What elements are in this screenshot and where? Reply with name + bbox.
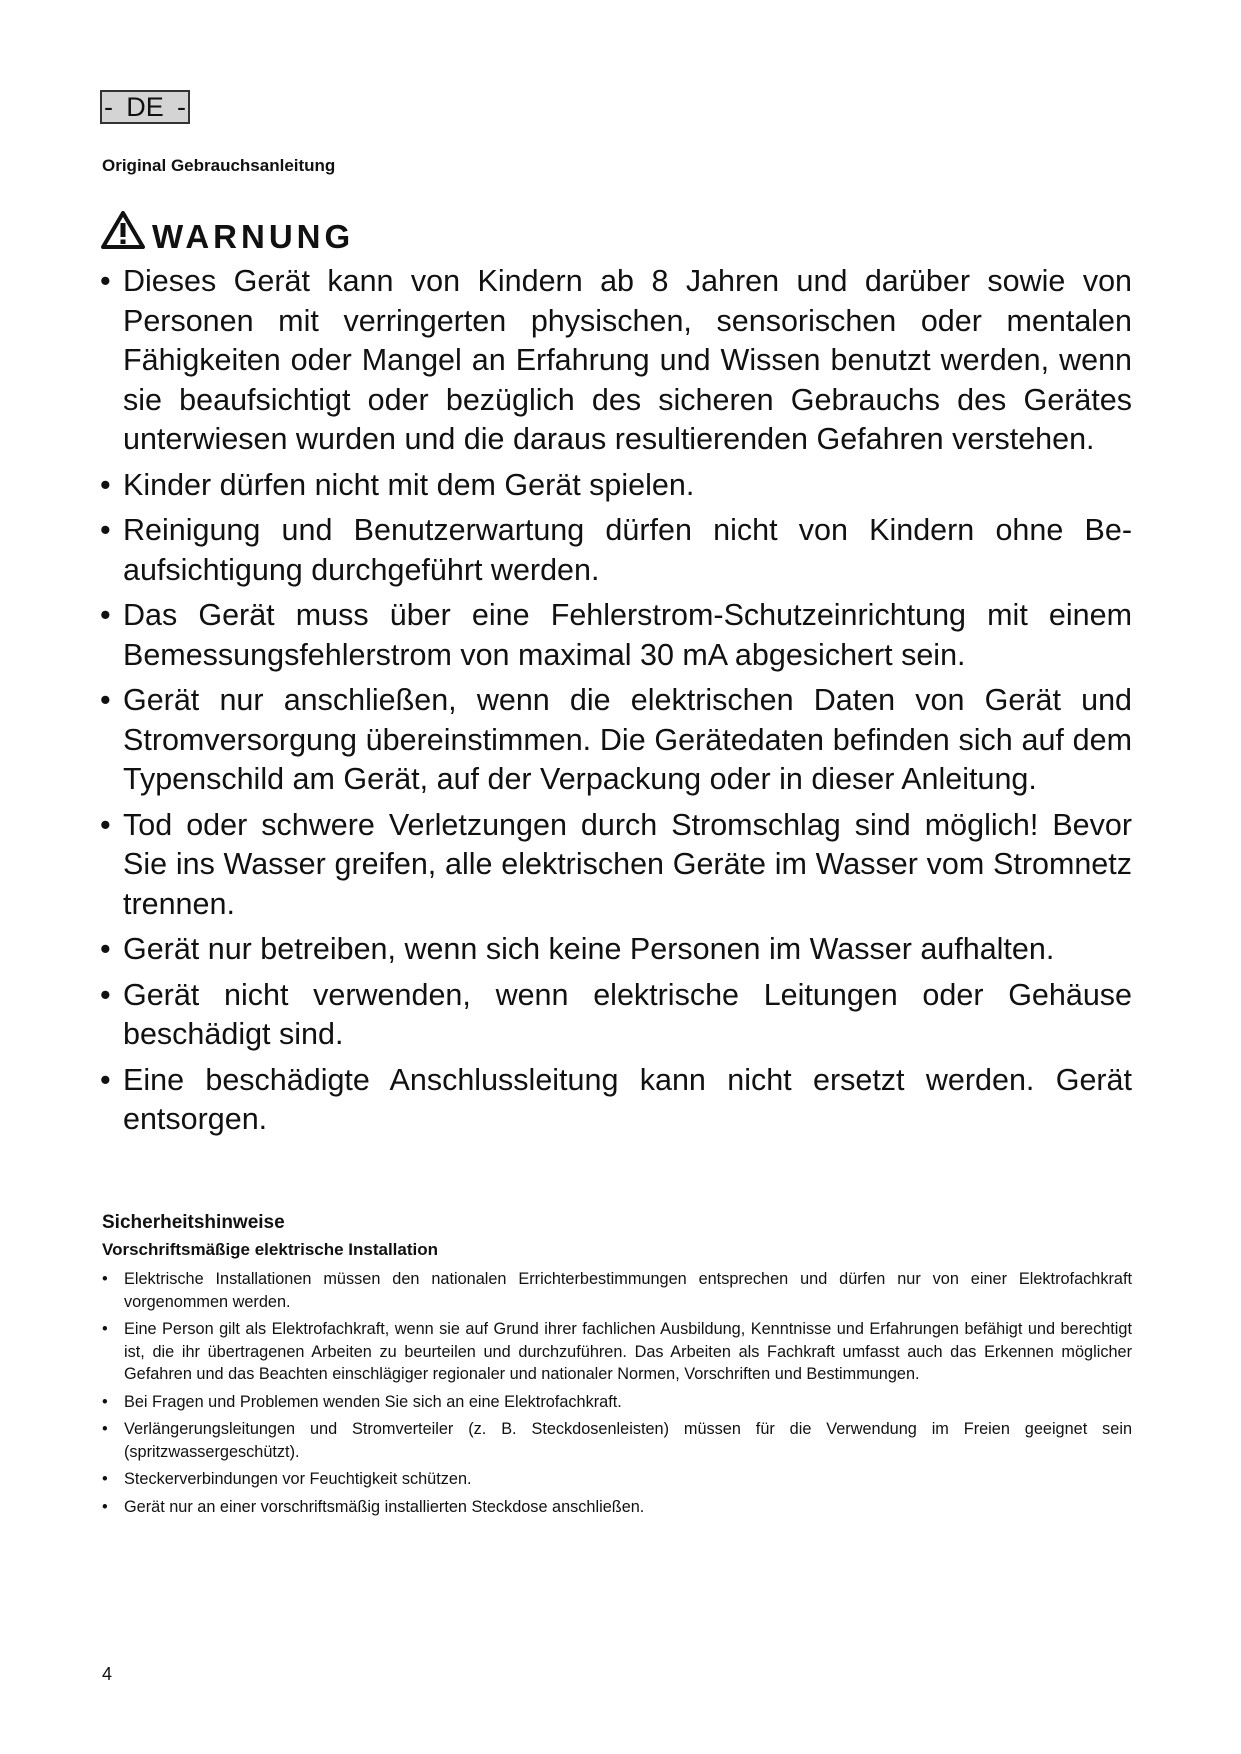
safety-item: • Gerät nur an einer vorschriftsmäßig installierten Steckdose anschließen. (100, 1496, 1132, 1519)
safety-item: • Elektrische Installationen müssen den nationalen Errichterbestimmungen entsprechen und dürfen nur von einer Elektrofachkraft vorgenommen werden. (100, 1268, 1132, 1313)
safety-heading: Sicherheitshinweise (102, 1212, 285, 1233)
safety-item: • Bei Fragen und Problemen wenden Sie sich an eine Elektrofachkraft. (100, 1391, 1132, 1414)
page-number: 4 (102, 1664, 113, 1684)
language-tag-right: - (176, 92, 186, 122)
warning-item: • Gerät nicht verwenden, wenn elektrische Leitungen oder Gehäuse beschädigt sind. (100, 976, 1132, 1055)
safety-item: • Verlängerungsleitungen und Stromverteiler (z. B. Steckdosenleisten) müssen für die Verwendung im Freien geeignet sein (spritzwassergeschützt). (100, 1418, 1132, 1463)
language-code: DE (126, 92, 164, 122)
warning-item: • Eine beschädigte Anschlussleitung kann nicht ersetzt werden. Gerät entsorgen. (100, 1061, 1132, 1140)
warning-item: • Tod oder schwere Verletzungen durch Stromschlag sind möglich! Bevor Sie ins Wasser greifen, alle elektrischen Geräte im Wasser vom Stromnetz trennen. (100, 806, 1132, 925)
warning-item: • Gerät nur betreiben, wenn sich keine Personen im Wasser aufhalten. (100, 930, 1132, 970)
warning-triangle-icon (100, 210, 146, 255)
warning-title: WARNUNG (152, 218, 355, 255)
document-subtitle: Original Gebrauchsanleitung (102, 156, 336, 175)
language-tag (100, 90, 190, 124)
warning-header (100, 210, 354, 255)
safety-subheading: Vorschriftsmäßige elektrische Installation (102, 1240, 439, 1259)
warning-item: • Dieses Gerät kann von Kindern ab 8 Jahren und darüber sowie von Personen mit verringerten physischen, sensorischen oder mentalen Fähigkeiten oder Mangel an Erfahrung und Wissen benutzt werden, wenn sie beaufsichtigt oder bezüglich des sicheren Gebrauchs des Gerätes unterwiesen wurden und die daraus resultierenden Gefahren verstehen. (100, 262, 1132, 460)
safety-item: • Eine Person gilt als Elektrofachkraft, wenn sie auf Grund ihrer fachlichen Ausbildung, Kenntnisse und Erfahrungen befähigt und berechtigt ist, die ihr übertragenen Arbeiten zu beurteilen und durchzuführen. Das Arbeiten als Fachkraft umfasst auch das Erkennen möglicher Gefahren und das Beachten einschlägiger regionaler und nationaler Normen, Vorschriften und Bestimmungen. (100, 1318, 1132, 1386)
warning-item: • Reinigung und Benutzerwartung dürfen nicht von Kindern ohne Beaufsichtigung durchgeführt werden. (100, 511, 1132, 590)
warning-item: • Das Gerät muss über eine Fehlerstrom-Schutzeinrichtung mit einem Bemessungsfehlerstrom von maximal 30 mA abgesichert sein. (100, 596, 1132, 675)
safety-item: • Steckerverbindungen vor Feuchtigkeit schützen. (100, 1468, 1132, 1491)
safety-list (100, 1268, 1132, 1523)
warning-item: • Kinder dürfen nicht mit dem Gerät spielen. (100, 466, 1132, 506)
language-tag-left: - (104, 92, 113, 122)
warning-item: • Gerät nur anschließen, wenn die elektrischen Daten von Gerät und Stromversorgung übereinstimmen. Die Gerätedaten befinden sich auf dem Typenschild am Gerät, auf der Verpackung oder in dieser Anleitung. (100, 681, 1132, 800)
warning-list (100, 262, 1132, 1146)
